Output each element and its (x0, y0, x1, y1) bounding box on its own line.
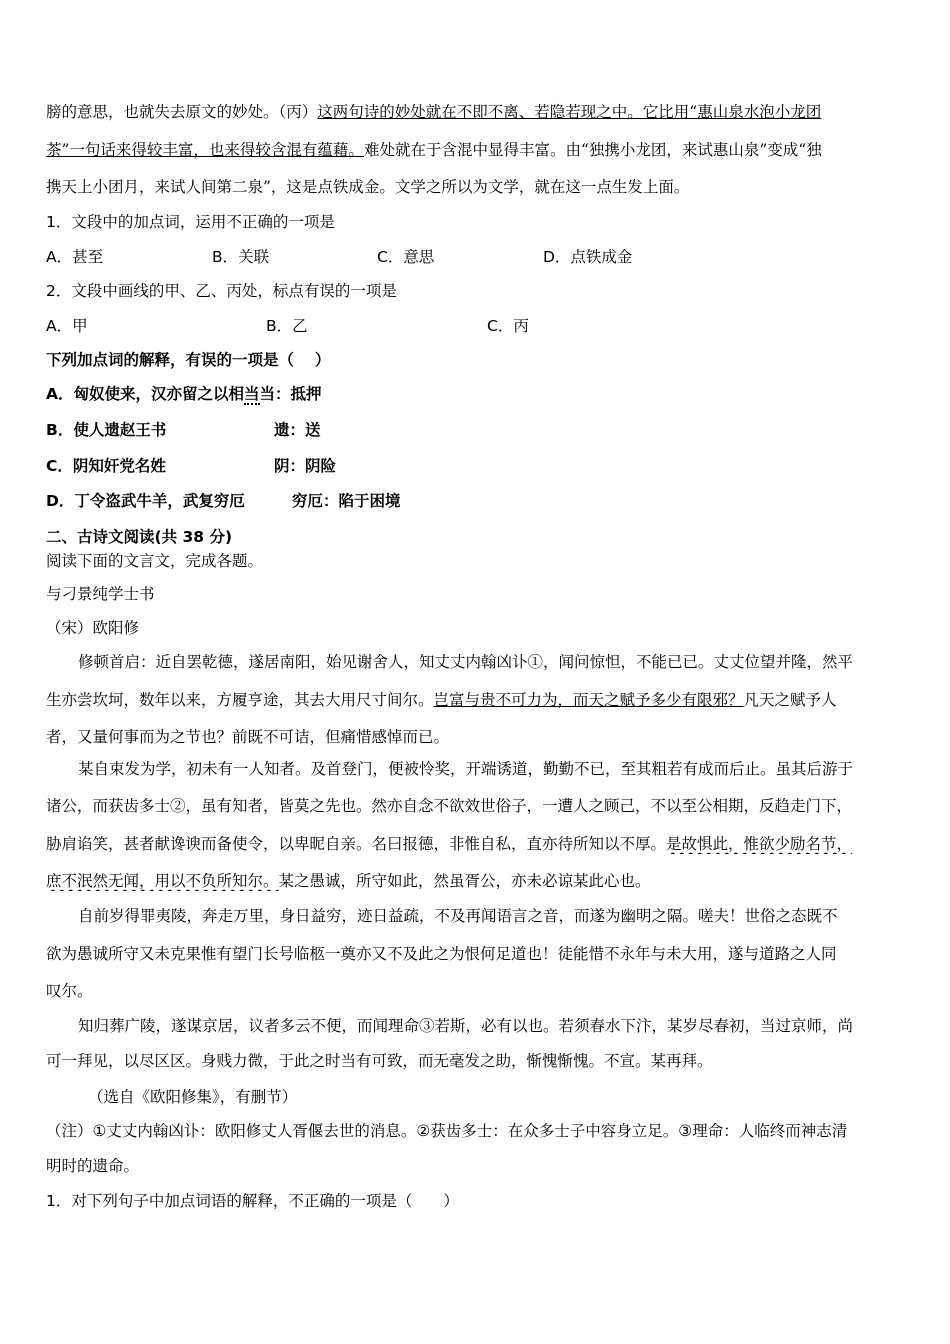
notes-line: 明时的遗命。 (46, 1157, 140, 1175)
option-b[interactable]: B．乙 (266, 317, 308, 335)
question-3-option-c[interactable] (46, 456, 908, 480)
question-3-option-b[interactable] (46, 420, 908, 444)
option-text: C．阴知奸党名姓 (46, 457, 166, 475)
text-span: 凡天之赋予人 (743, 691, 837, 709)
text-span: 携天上小团月，来试人间第二泉”，这是点铁成金。文学之所以为文学，就在这一点生发上面。 (46, 178, 690, 196)
question-1-options (46, 247, 908, 269)
passage-line: 可一拜见，以尽区区。身贱力微，于此之时当有可致，而无毫发之助，惭愧惭愧。不宣。某再拜。 (46, 1052, 713, 1070)
text-span: 膀的意思，也就失去原文的妙处。（丙） (46, 103, 318, 121)
work-title: 与刁景纯学士书 (46, 585, 155, 603)
passage-source: （选自《欧阳修集》，有删节） (88, 1088, 298, 1106)
question-1-stem: 1．文段中的加点词，运用不正确的一项是 (46, 213, 335, 231)
passage-line: 修顿首启：近自罢乾德，遂居南阳，始见谢舍人，知丈丈内翰凶讣①，闻问惊怛，不能已已。丈丈位望并隆，然平 (78, 653, 854, 671)
text-span: 生亦尝坎坷，数年以来，方履亨途，其去大用尺寸间尔。 (46, 691, 434, 709)
option-text: D．丁令盗武牛羊，武复穷厄 (46, 492, 245, 510)
work-author: （宋）欧阳修 (46, 619, 140, 637)
passage-line (46, 140, 908, 160)
text-span: 胁肩谄笑，甚者献谗谀而备使令，以卑昵自亲。名曰报德，非惟自私，直亦待所知以不厚。 (46, 835, 667, 853)
option-b[interactable]: B．关联 (212, 248, 270, 266)
option-c[interactable]: C．意思 (377, 248, 435, 266)
question-2-options (46, 316, 908, 338)
question-3-option-d[interactable] (46, 491, 908, 515)
text-span: 某之愚诚，所守如此，然虽胥公，亦未必谅某此心也。 (278, 872, 651, 890)
option-gloss: 穷厄：陷于困境 (292, 492, 401, 510)
question-2-stem: 2．文段中画线的甲、乙、丙处，标点有误的一项是 (46, 282, 397, 300)
underlined-text: 庶不泯然无闻，用以不负所知尔。 (46, 872, 279, 890)
passage-line: 某自束发为学，初未有一人知者。及首登门，便被怜奖，开端诱道，勤勤不已，至其粗若有成而后止。虽其后游于 (78, 760, 854, 778)
passage-line: 诸公，而获齿多士②，虽有知者，皆莫之先也。然亦自念不欲效世俗子，一遭人之顾己，不以至公相期，反趋走门下， (46, 797, 853, 815)
option-gloss: 当：抵押 (259, 385, 322, 403)
passage-line (46, 871, 908, 891)
option-d[interactable]: D．点铁成金 (543, 248, 633, 266)
dotted-word: 当 (244, 385, 260, 403)
question-3-option-a[interactable] (46, 384, 908, 408)
passage-line (46, 177, 908, 197)
text-span: 难处就在于含混中显得丰富。由“独携小龙团，来试惠山泉”变成“独 (363, 141, 822, 159)
option-gloss: 阴：阴险 (274, 457, 337, 475)
option-a[interactable]: A．甚至 (46, 248, 104, 266)
question-3-stem: 下列加点词的解释，有误的一项是（ ） (46, 351, 331, 369)
passage-line: 叹尔。 (46, 982, 93, 1000)
underlined-text: 这两句诗的妙处就在不即不离、若隐若现之中。它比用“惠山泉水泡小龙团 (317, 103, 822, 121)
option-text: A．匈奴使来，汉亦留之以相 (46, 385, 244, 403)
passage-line (46, 690, 908, 710)
passage-line: 欲为愚诚所守又未克果惟有望门长号临柩一奠亦又不及此之为恨何足道也！徒能惜不永年与未大用，遂与道路之人同 (46, 945, 837, 963)
notes-line: （注）①丈丈内翰凶讣：欧阳修丈人胥偃去世的消息。②获齿多士：在众多士子中容身立足。③理命：人临终而神志清 (46, 1122, 848, 1140)
option-text: B．使人遗赵王书 (46, 421, 167, 439)
underlined-text: 茶”一句话来得较丰富，也来得较含混有蕴藉。 (46, 141, 364, 159)
option-c[interactable]: C．丙 (487, 317, 529, 335)
underlined-text: 岂富与贵不可力为，而天之赋予多少有限邪？ (433, 691, 744, 709)
passage-line: 自前岁得罪夷陵，奔走万里，身日益穷，迹日益疏，不及再闻语言之音，而遂为幽明之隔。嗟夫！世俗之态既不 (78, 907, 838, 925)
passage-line: 者，又量何事而为之节也？前既不可诘，但痛惜感悼而已。 (46, 728, 450, 746)
option-a[interactable]: A．甲 (46, 317, 88, 335)
passage-line (46, 834, 908, 854)
section-2-intro: 阅读下面的文言文，完成各题。 (46, 552, 264, 570)
passage-line: 知归葬广陵，遂谋京居，议者多云不便，而闻理命③若斯，必有以也。若须春水下汴，某岁尽春初，当过京师，尚 (78, 1017, 854, 1035)
underlined-text: 是故惧此，惟欲少励名节， (666, 835, 853, 853)
section-2-title: 二、古诗文阅读(共 38 分) (46, 528, 233, 546)
option-gloss: 遗：送 (274, 421, 321, 439)
question-4-stem: 1．对下列句子中加点词语的解释，不正确的一项是（ ） (46, 1192, 459, 1210)
passage-line (46, 102, 908, 122)
